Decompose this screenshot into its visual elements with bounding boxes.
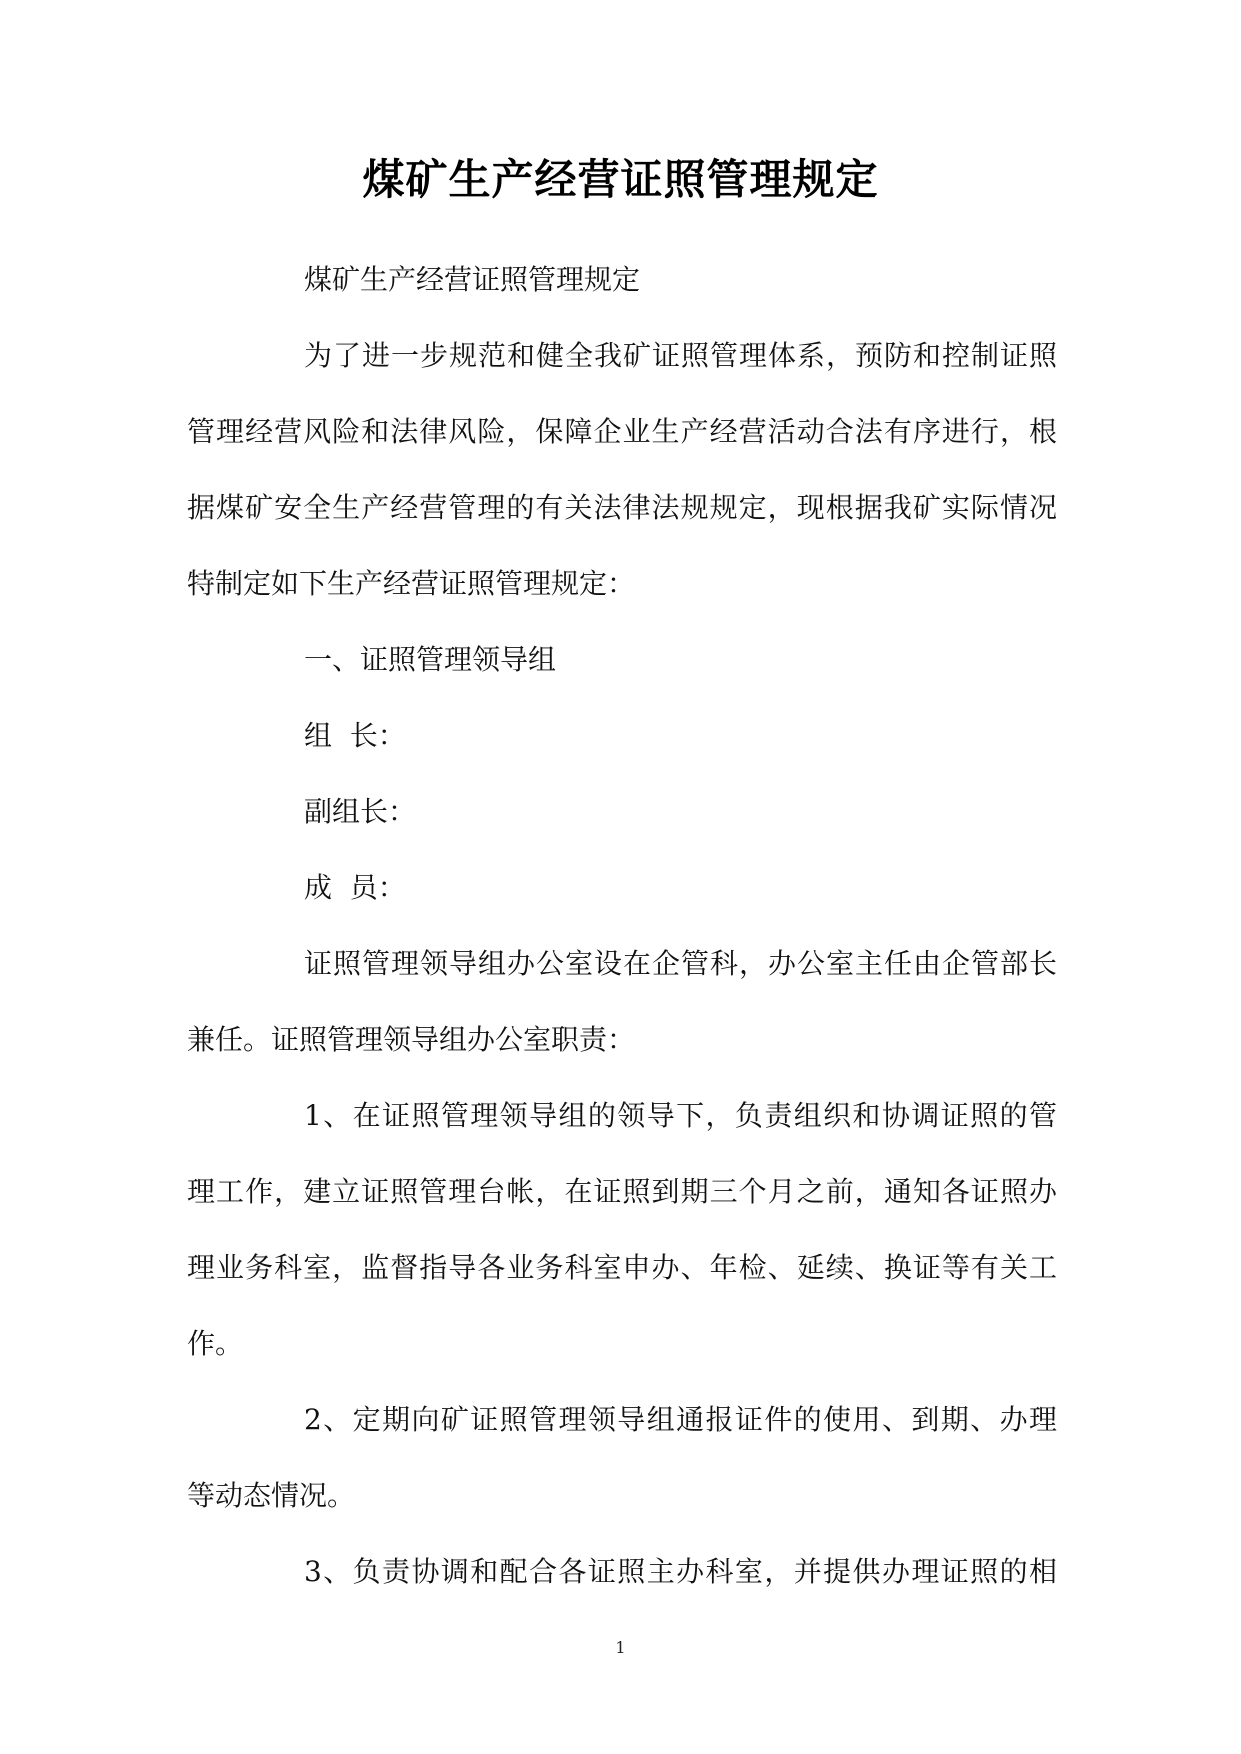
list-item-line: 1、在证照管理领导组的领导下，负责组织和协调证照的管 xyxy=(304,1099,1057,1132)
document-body xyxy=(187,250,1057,1618)
group-leader-line: 组 长： xyxy=(304,719,406,752)
list-item-line: 3、负责协调和配合各证照主办科室，并提供办理证照的相 xyxy=(304,1555,1057,1588)
list-item-line: 理工作，建立证照管理台帐，在证照到期三个月之前，通知各证照办 xyxy=(187,1175,1057,1208)
paragraph-line: 为了进一步规范和健全我矿证照管理体系，预防和控制证照 xyxy=(304,339,1057,372)
paragraph-line: 管理经营风险和法律风险，保障企业生产经营活动合法有序进行，根 xyxy=(187,415,1057,448)
list-item-line: 2、定期向矿证照管理领导组通报证件的使用、到期、办理 xyxy=(304,1403,1057,1436)
subtitle-line: 煤矿生产经营证照管理规定 xyxy=(304,263,641,296)
members-line: 成 员： xyxy=(304,871,406,904)
section-heading: 一、证照管理领导组 xyxy=(304,643,557,676)
list-item-line: 理业务科室，监督指导各业务科室申办、年检、延续、换证等有关工 xyxy=(187,1251,1057,1284)
deputy-leader-line: 副组长： xyxy=(304,795,417,828)
page-number: 1 xyxy=(615,1638,626,1657)
list-item-line: 等动态情况。 xyxy=(187,1479,356,1512)
paragraph-line: 兼任。证照管理领导组办公室职责： xyxy=(187,1023,636,1056)
paragraph-line: 证照管理领导组办公室设在企管科，办公室主任由企管部长 xyxy=(304,947,1057,980)
list-item-line: 作。 xyxy=(187,1327,244,1360)
paragraph-line: 据煤矿安全生产经营管理的有关法律法规规定，现根据我矿实际情况 xyxy=(187,491,1057,524)
paragraph-line: 特制定如下生产经营证照管理规定： xyxy=(187,567,636,600)
document-title: 煤矿生产经营证照管理规定 xyxy=(362,155,879,204)
